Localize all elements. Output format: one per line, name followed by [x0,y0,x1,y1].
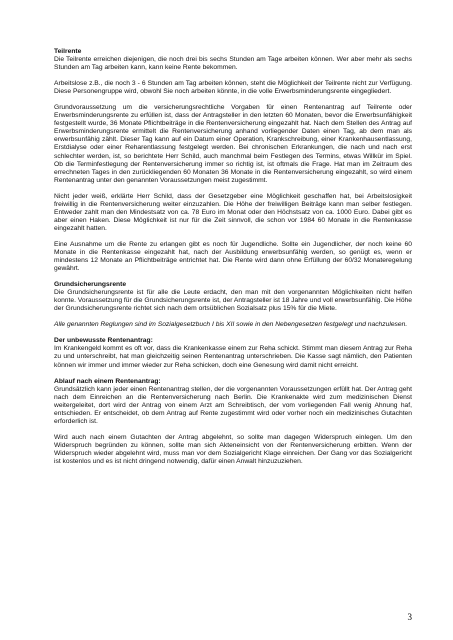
section-heading: Grundsicherungsrente [54,281,127,289]
page-number: 3 [407,612,412,622]
paragraph: Im Krankengeld kommt es oft vor, dass die Krankenkasse einem zur Reha schickt. Stimmt man diesem Antrag zur Reha zu und unterschreibt, hat man gleichzeitig seinen Rentenantrag unterschrieben. Die Kasse sagt nämlich, den Patienten können wir immer und immer wieder zur Reha schicken, doch eine Genesung wird damit nicht erreicht. [54,345,412,369]
paragraph: Grundvoraussetzung um die versicherungsrechtliche Vorgaben für einen Rentenantrag auf Teilrente oder Erwerbsminderungsrente zu erfüllen ist, dass der Antragsteller in den letzten 60 Monaten, bevor die Erwerbsunfähigkeit festgestellt wurde, 36 Monate Pflichtbeiträge in die Rentenversicherung eingezahlt hat. Nach dem Stellen des Antrag auf Erwerbsminderungsrente ermittelt die Rentenversicherung anhand vorliegender Daten einen Tag, ab dem man als erwerbsunfähig zählt. Dieser Tag kann auf ein Datum einer Operation, Krankschreibung, einer Krankenhausentlassung, Erstdialyse oder einer Reharentlassung festgelegt werden. Bei chronischen Erkrankungen, die nach und nach erst schlechter werden, ist, so berichtete Herr Schild, auch manchmal beim Festlegen des Termins, etwas Willkür im Spiel. Ob die Terminfestlegung der Rentenversicherung immer so richtig ist, ist oftmals die Frage. Hat man im Zeitraum des errechneten Tages in den zurückliegenden 60 Monaten 36 Monate in die Rentenversicherung eingezahlt, so wird einem Rentenantrag unter den genannten Voraussetzungen meist zugestimmt. [54,104,412,184]
paragraph: Die Grundsicherungsrente ist für alle die Leute erdacht, den man mit den vorgenannten Möglichkeiten nicht helfen konnte. Voraussetzung für die Grundsicherungsrente ist, der Antragsteller ist 18 Jahre und voll erwerbsunfähig. Die Höhe der Grundsicherungsrente richtet sich nach dem ortsüblichen Sozialsatz plus 15% für die Miete. [54,289,412,313]
section-ablauf-rentenantrag [54,378,412,466]
paragraph: Nicht jeder weiß, erklärte Herr Schild, dass der Gesetzgeber eine Möglichkeit geschaffen hat, bei Arbeitslosigkeit freiwillig in die Rentenversicherung weiter einzuzahlen. Die Höhe der freiwilligen Beiträge kann man selber festlegen. Entweder zahlt man den Mindestsatz von ca. 78 Euro im Monat oder den Höchstsatz von ca. 1000 Euro. Dabei gibt es aber einen Haken. Diese Möglichkeit ist nur für die Zeit sinnvoll, die schon vor 1984 60 Monate in die Rentenkasse eingezahlt hatten. [54,192,412,232]
section-heading: Der unbewusste Rentenantrag: [54,337,153,345]
paragraph: Wird auch nach einem Gutachten der Antrag abgelehnt, so sollte man dagegen Widerspruch einlegen. Um den Widerspruch begründen zu können, sollte man sich Akteneinsicht von der Rentenversicherung erbitten. Wenn der Widerspruch wieder abgelehnt wird, muss man vor dem Sozialgericht Klage einreichen. Der Gang vor das Sozialgericht ist kostenlos und es ist nicht dringend notwendig, dafür einen Anwalt hinzuzuziehen. [54,433,412,465]
section-heading: Teilrente [54,48,82,55]
paragraph: Eine Ausnahme um die Rente zu erlangen gibt es noch für Jugendliche. Sollte ein Jugendlicher, der noch keine 60 Monate in die Rentenkasse eingezahlt hat, nach der Ausbildung erwerbsunfähig werden, so genügt es, wenn er mindestens 12 Monate an Pflichtbeiträge entrichtet hat. Die Rente wird dann ohne Erfüllung der 60/32 Monateregelung gewährt. [54,240,412,273]
paragraph: Arbeitslose z.B., die noch 3 - 6 Stunden am Tag arbeiten können, steht die Möglichkeit der Teilrente nicht zur Verfügung. Diese Personengruppe wird, obwohl Sie noch arbeiten könnte, in die volle Erwerbsminderungsrente eingegliedert. [54,80,412,96]
section-teilrente [54,48,412,273]
paragraph: Die Teilrente erreichen diejenigen, die noch drei bis sechs Stunden am Tage arbeiten können. Wer aber mehr als sechs Stunden am Tag arbeiten kann, kann keine Rente bekommen. [54,56,412,72]
section-grundsicherungsrente [54,281,412,329]
section-unbewusster-rentenantrag [54,337,412,369]
paragraph: Grundsätzlich kann jeder einen Rentenantrag stellen, der die vorgenannten Voraussetzungen erfüllt hat. Der Antrag geht nach dem Einreichen an die Rentenversicherung nach Berlin. Die Krankenakte wird zum medizinischen Dienst weitergeleitet, dort wird der Antrag von einem Arzt am Schreibtisch, der vom vorliegenden Fall wenig Ahnung haf, entschieden. Er entscheidet, ob dem Antrag auf Rente zugestimmt wird oder vorher noch ein medizinisches Gutachten erforderlich ist. [54,385,412,425]
section-heading: Ablauf nach einem Rentenantrag: [54,377,161,385]
italic-note: Alle genannten Reglungen sind im Sozialgesetzbuch I bis XII sowie in den Nebengesetzen festgelegt und nachzulesen. [54,321,408,329]
